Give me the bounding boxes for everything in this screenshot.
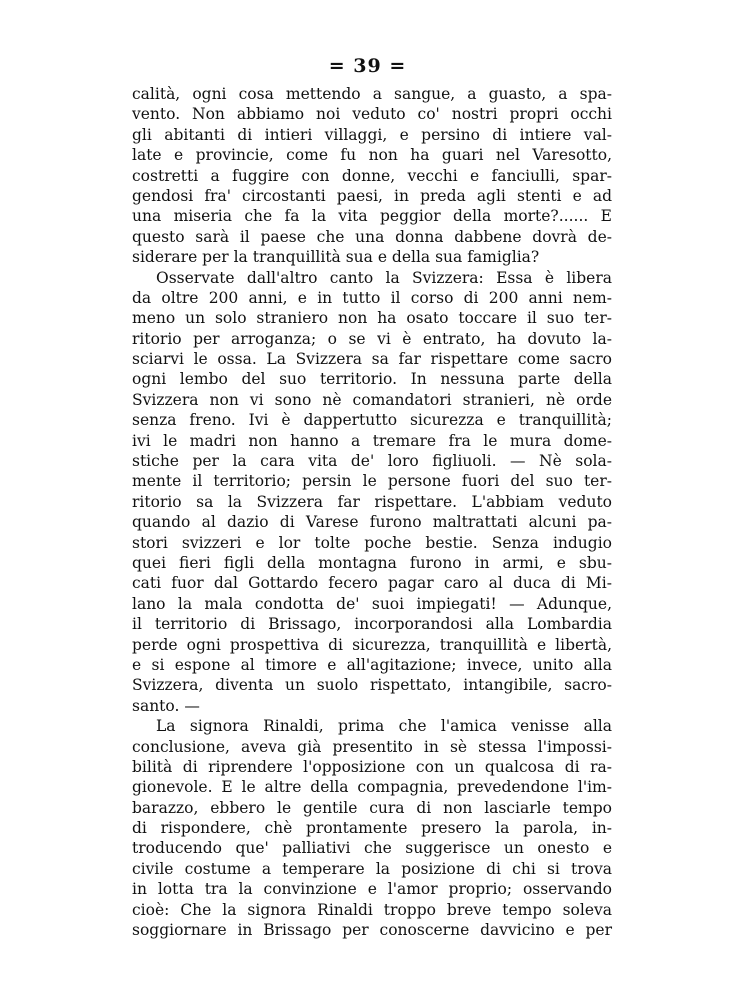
text-line: late e provincie, come fu non ha guari nel Varesotto, — [132, 146, 612, 165]
text-line: questo sarà il paese che una donna dabbene dovrà de- — [132, 227, 612, 246]
text-line: civile costume a temperare la posizione di chi si trova — [132, 859, 612, 878]
text-line: cati fuor dal Gottardo fecero pagar caro al duca di Mi- — [132, 574, 612, 593]
text-line: ritorio per arroganza; o se vi è entrato, ha dovuto la- — [132, 329, 612, 348]
text-line: soggiornare in Brissago per conoscerne davvicino e per — [132, 921, 612, 940]
text-line: troducendo que' palliativi che suggerisce un onesto e — [132, 839, 612, 858]
text-line: barazzo, ebbero le gentile cura di non lasciarle tempo — [132, 798, 612, 817]
text-line: cioè: Che la signora Rinaldi troppo breve tempo soleva — [132, 900, 612, 919]
text-line: meno un solo straniero non ha osato toccare il suo ter- — [132, 309, 612, 328]
text-line: mente il territorio; persin le persone fuori del suo ter- — [132, 472, 612, 491]
text-line: vento. Non abbiamo noi veduto co' nostri propri occhi — [132, 105, 612, 124]
text-line: una miseria che fa la vita peggior della morte?...... E — [132, 207, 612, 226]
text-line: gionevole. E le altre della compagnia, prevedendone l'im- — [132, 778, 612, 797]
text-line: Svizzera, diventa un suolo rispettato, intangibile, sacro- — [132, 676, 612, 695]
paragraph-start-line: La signora Rinaldi, prima che l'amica venisse alla — [156, 717, 612, 736]
body-text — [132, 84, 612, 940]
text-line: stiche per la cara vita de' loro figliuoli. — Nè sola- — [132, 452, 612, 471]
text-line: santo. — — [132, 696, 200, 715]
text-line: di rispondere, chè prontamente presero la parola, in- — [132, 819, 612, 838]
text-line: sciarvi le ossa. La Svizzera sa far rispettare come sacro — [132, 350, 612, 369]
text-line: senza freno. Ivi è dappertutto sicurezza e tranquillità; — [132, 411, 612, 430]
text-line: lano la mala condotta de' suoi impiegati! — Adunque, — [132, 594, 612, 613]
paragraph-start-line: Osservate dall'altro canto la Svizzera: Essa è libera — [156, 268, 612, 287]
text-line: costretti a fuggire con donne, vecchi e fanciulli, spar- — [132, 166, 612, 185]
text-line: conclusione, aveva già presentito in sè stessa l'impossi- — [132, 737, 612, 756]
page-number: = 39 = — [328, 55, 407, 77]
text-line: da oltre 200 anni, e in tutto il corso di 200 anni nem- — [132, 288, 612, 307]
text-line: calità, ogni cosa mettendo a sangue, a guasto, a spa- — [132, 85, 612, 103]
text-line: ritorio sa la Svizzera far rispettare. L'abbiam veduto — [132, 492, 612, 511]
text-line: quando al dazio di Varese furono maltrattati alcuni pa- — [132, 513, 612, 532]
text-line: quei fieri figli della montagna furono in armi, e sbu- — [132, 553, 612, 572]
text-line: siderare per la tranquillità sua e della sua famiglia? — [132, 248, 540, 267]
text-line: il territorio di Brissago, incorporandosi alla Lombardia — [132, 615, 612, 634]
text-line: gendosi fra' circostanti paesi, in preda agli stenti e ad — [132, 186, 612, 205]
text-line: gli abitanti di intieri villaggi, e persino di intiere val- — [132, 125, 612, 144]
text-line: e si espone al timore e all'agitazione; invece, unito alla — [132, 655, 612, 674]
text-line: in lotta tra la convinzione e l'amor proprio; osservando — [132, 880, 612, 899]
text-line: ivi le madri non hanno a tremare fra le mura dome- — [132, 431, 612, 450]
text-line: bilità di riprendere l'opposizione con un qualcosa di ra- — [132, 757, 612, 776]
text-line: Svizzera non vi sono nè comandatori stranieri, nè orde — [132, 390, 612, 409]
text-line: ogni lembo del suo territorio. In nessuna parte della — [132, 370, 612, 389]
text-line: perde ogni prospettiva di sicurezza, tranquillità e libertà, — [132, 635, 612, 654]
text-line: stori svizzeri e lor tolte poche bestie. Senza indugio — [132, 533, 612, 552]
